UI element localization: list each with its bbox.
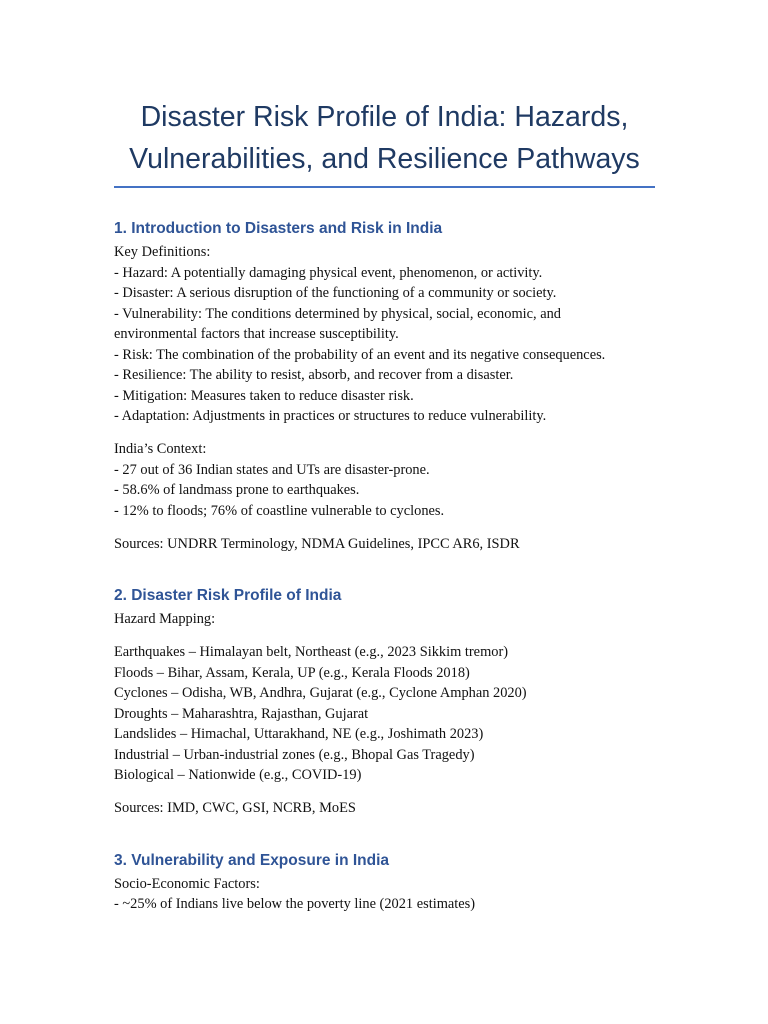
section-1-heading: 1. Introduction to Disasters and Risk in India — [114, 220, 443, 237]
hazard-mapping-label: Hazard Mapping: — [114, 611, 216, 627]
hazard-droughts: Droughts – Maharashtra, Rajasthan, Gujarat — [114, 705, 369, 722]
definition-vulnerability-cont: environmental factors that increase susceptibility. — [114, 326, 399, 342]
definition-adaptation: - Adaptation: Adjustments in practices or structures to reduce vulnerability. — [114, 408, 547, 424]
socio-economic-item: - ~25% of Indians live below the poverty line (2021 estimates) — [114, 896, 476, 912]
definition-risk: - Risk: The combination of the probability of an event and its negative consequences. — [114, 346, 606, 363]
definition-mitigation: - Mitigation: Measures taken to reduce disaster risk. — [114, 387, 414, 404]
title-line-2: Vulnerabilities, and Resilience Pathways — [129, 143, 640, 175]
hazard-landslides: Landslides – Himachal, Uttarakhand, NE (e.g., Joshimath 2023) — [114, 726, 484, 742]
context-item: - 27 out of 36 Indian states and UTs are disaster-prone. — [114, 461, 430, 478]
socio-economic-label: Socio-Economic Factors: — [114, 875, 260, 892]
definition-hazard: - Hazard: A potentially damaging physical event, phenomenon, or activity. — [114, 264, 543, 281]
hazard-floods: Floods – Bihar, Assam, Kerala, UP (e.g., Kerala Floods 2018) — [114, 664, 470, 681]
context-label: India’s Context: — [114, 441, 207, 457]
definitions-label: Key Definitions: — [114, 244, 211, 260]
hazard-earthquakes: Earthquakes – Himalayan belt, Northeast (e.g., 2023 Sikkim tremor) — [114, 644, 509, 660]
definition-disaster: - Disaster: A serious disruption of the functioning of a community or society. — [114, 285, 557, 301]
context-item: - 12% to floods; 76% of coastline vulnerable to cyclones. — [114, 502, 445, 519]
title-line-1: Disaster Risk Profile of India: Hazards, — [140, 101, 629, 133]
definition-vulnerability: - Vulnerability: The conditions determined by physical, social, economic, and — [114, 305, 562, 322]
section-2-sources: Sources: IMD, CWC, GSI, NCRB, MoES — [114, 800, 356, 816]
section-2-heading: 2. Disaster Risk Profile of India — [114, 587, 342, 604]
hazard-biological: Biological – Nationwide (e.g., COVID-19) — [114, 767, 362, 783]
hazard-cyclones: Cyclones – Odisha, WB, Andhra, Gujarat (e.g., Cyclone Amphan 2020) — [114, 685, 527, 701]
section-1-sources: Sources: UNDRR Terminology, NDMA Guidelines, IPCC AR6, ISDR — [114, 535, 520, 552]
document-title — [114, 96, 655, 180]
section-3-heading: 3. Vulnerability and Exposure in India — [114, 851, 390, 869]
document-page — [114, 0, 655, 915]
hazard-industrial: Industrial – Urban-industrial zones (e.g., Bhopal Gas Tragedy) — [114, 746, 475, 763]
context-item: - 58.6% of landmass prone to earthquakes. — [114, 482, 360, 498]
definition-resilience: - Resilience: The ability to resist, absorb, and recover from a disaster. — [114, 367, 514, 383]
